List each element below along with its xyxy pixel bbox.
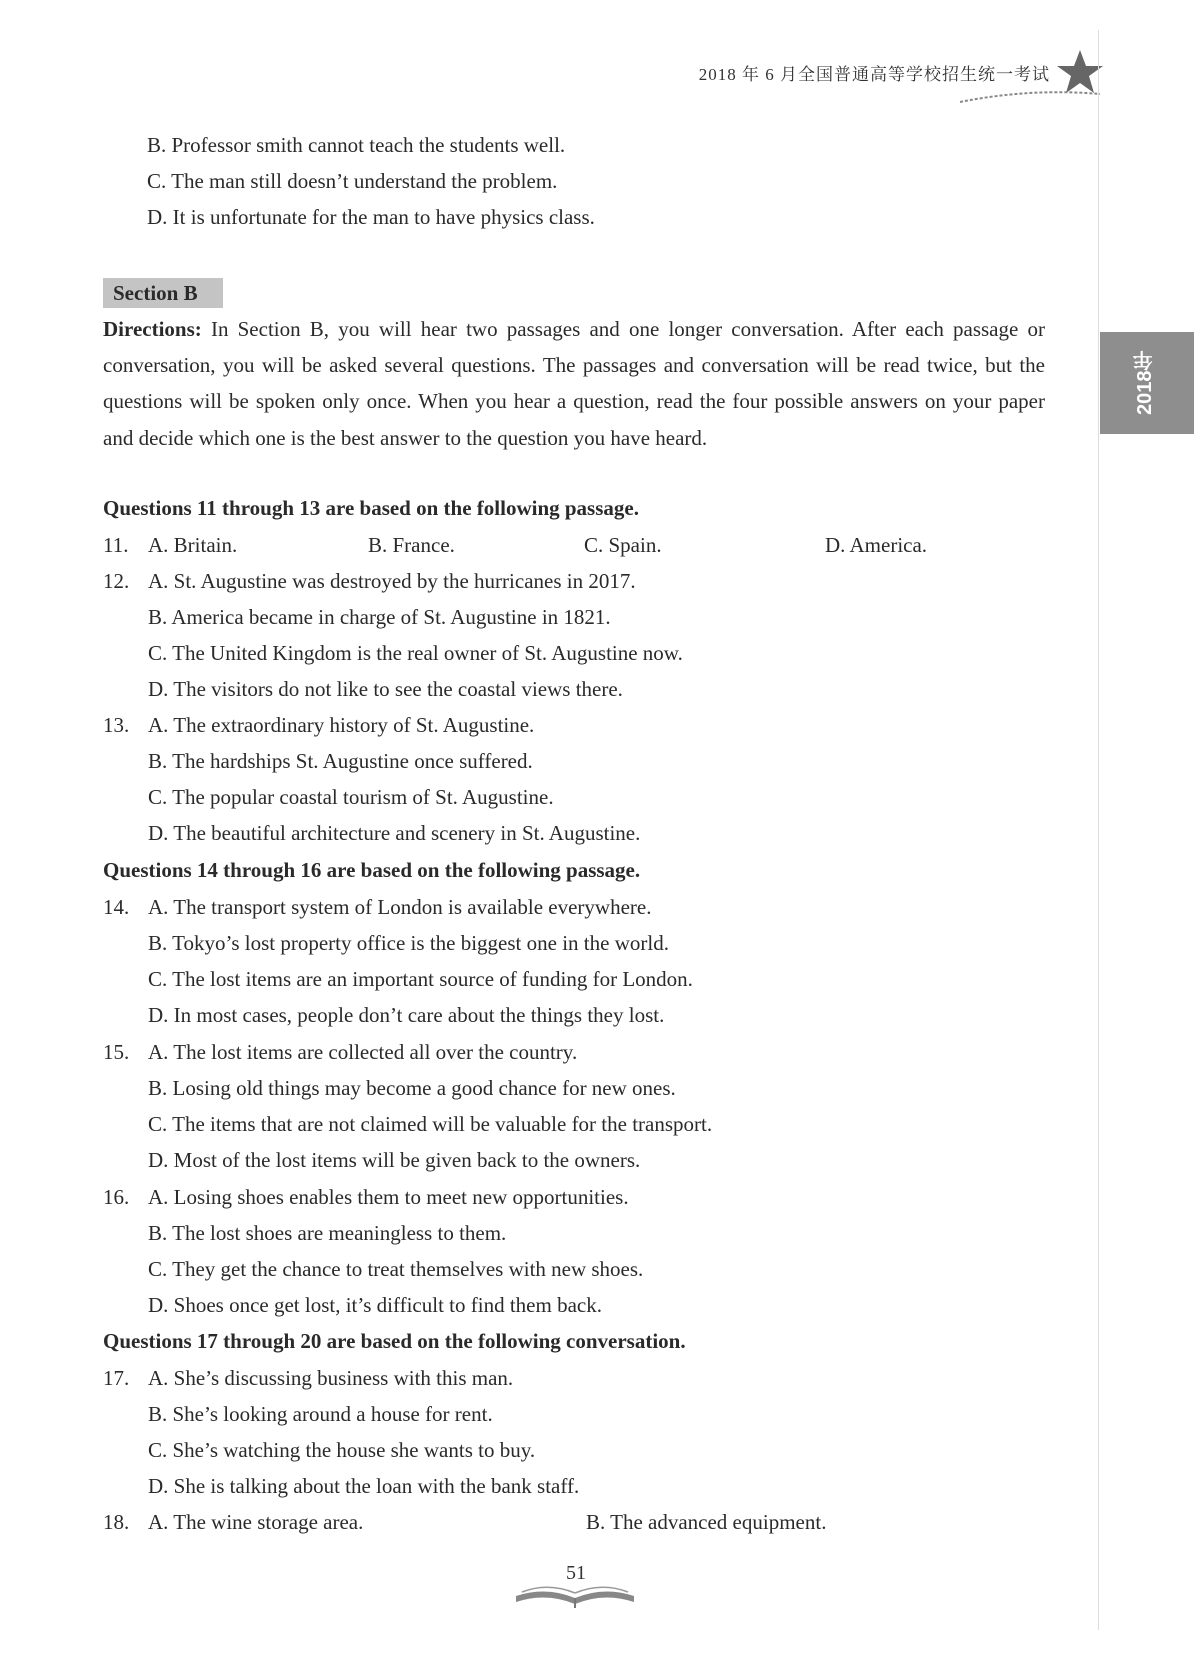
- year-side-tab: [1100, 332, 1194, 434]
- directions-label: Directions:: [103, 317, 202, 341]
- q12-option-d: D. The visitors do not like to see the coastal views there.: [148, 677, 623, 701]
- q11-option-d: D. America.: [825, 533, 928, 557]
- group-heading-14-16: Questions 14 through 16 are based on the following passage.: [103, 858, 641, 882]
- q16-option-b: B. The lost shoes are meaningless to them.: [148, 1221, 507, 1245]
- question-number: 12.: [103, 569, 130, 593]
- running-header: 2018 年 6 月全国普通高等学校招生统一考试: [698, 65, 1050, 84]
- q17-option-c: C. She’s watching the house she wants to buy.: [148, 1438, 536, 1462]
- directions-paragraph: [103, 311, 1045, 456]
- q11-option-b: B. France.: [368, 533, 455, 557]
- q10-option-d: D. It is unfortunate for the man to have physics class.: [147, 205, 595, 229]
- page-number: 51: [566, 1562, 586, 1584]
- section-title: Section B: [113, 281, 198, 305]
- q12-option-a: A. St. Augustine was destroyed by the hurricanes in 2017.: [148, 569, 636, 593]
- q18-option-a: A. The wine storage area.: [148, 1510, 364, 1534]
- q17-option-a: A. She’s discussing business with this man.: [148, 1366, 514, 1390]
- q15-option-a: A. The lost items are collected all over the country.: [148, 1040, 578, 1064]
- q17-option-b: B. She’s looking around a house for rent.: [148, 1402, 493, 1426]
- q15-option-d: D. Most of the lost items will be given back to the owners.: [148, 1148, 641, 1172]
- q18-option-b: B. The advanced equipment.: [586, 1510, 827, 1534]
- q15-option-c: C. The items that are not claimed will be valuable for the transport.: [148, 1112, 713, 1136]
- q16-option-a: A. Losing shoes enables them to meet new opportunities.: [148, 1185, 629, 1209]
- q13-option-a: A. The extraordinary history of St. Augustine.: [148, 713, 535, 737]
- group-heading-11-13: Questions 11 through 13 are based on the following passage.: [103, 496, 639, 520]
- year-side-tab-label: 2018年: [1134, 350, 1156, 416]
- q14-option-d: D. In most cases, people don’t care about the things they lost.: [148, 1003, 665, 1027]
- group-heading-17-20: Questions 17 through 20 are based on the following conversation.: [103, 1329, 686, 1353]
- q13-option-d: D. The beautiful architecture and scenery in St. Augustine.: [148, 821, 641, 845]
- question-number: 13.: [103, 713, 130, 737]
- q14-option-a: A. The transport system of London is available everywhere.: [148, 895, 652, 919]
- question-number: 14.: [103, 895, 130, 919]
- q16-option-c: C. They get the chance to treat themselves with new shoes.: [148, 1257, 644, 1281]
- q11-option-c: C. Spain.: [584, 533, 662, 557]
- q12-option-b: B. America became in charge of St. Augustine in 1821.: [148, 605, 611, 629]
- question-number: 17.: [103, 1366, 130, 1390]
- q12-option-c: C. The United Kingdom is the real owner of St. Augustine now.: [148, 641, 683, 665]
- q10-option-c: C. The man still doesn’t understand the problem.: [147, 169, 558, 193]
- margin-rule: [1098, 30, 1099, 1630]
- q17-option-d: D. She is talking about the loan with the bank staff.: [148, 1474, 580, 1498]
- q13-option-b: B. The hardships St. Augustine once suffered.: [148, 749, 533, 773]
- directions-text: In Section B, you will hear two passages and one longer conversation. After each passage or conversation, you will be asked several questions. The passages and conversation will be read twice, but the questions will be spoken only once. When you hear a question, read the four possible answers on your paper and decide which one is the best answer to the question you have heard.: [103, 317, 1045, 450]
- q14-option-b: B. Tokyo’s lost property office is the biggest one in the world.: [148, 931, 669, 955]
- q15-option-b: B. Losing old things may become a good chance for new ones.: [148, 1076, 676, 1100]
- q10-option-b: B. Professor smith cannot teach the students well.: [147, 133, 566, 157]
- question-number: 16.: [103, 1185, 130, 1209]
- q11-option-a: A. Britain.: [148, 533, 238, 557]
- q13-option-c: C. The popular coastal tourism of St. Augustine.: [148, 785, 554, 809]
- question-number: 15.: [103, 1040, 130, 1064]
- q16-option-d: D. Shoes once get lost, it’s difficult to find them back.: [148, 1293, 602, 1317]
- question-number: 18.: [103, 1510, 130, 1534]
- question-number: 11.: [103, 533, 129, 557]
- q14-option-c: C. The lost items are an important source of funding for London.: [148, 967, 693, 991]
- section-heading-box: [103, 278, 223, 308]
- header-swoosh-decoration: [960, 86, 1100, 106]
